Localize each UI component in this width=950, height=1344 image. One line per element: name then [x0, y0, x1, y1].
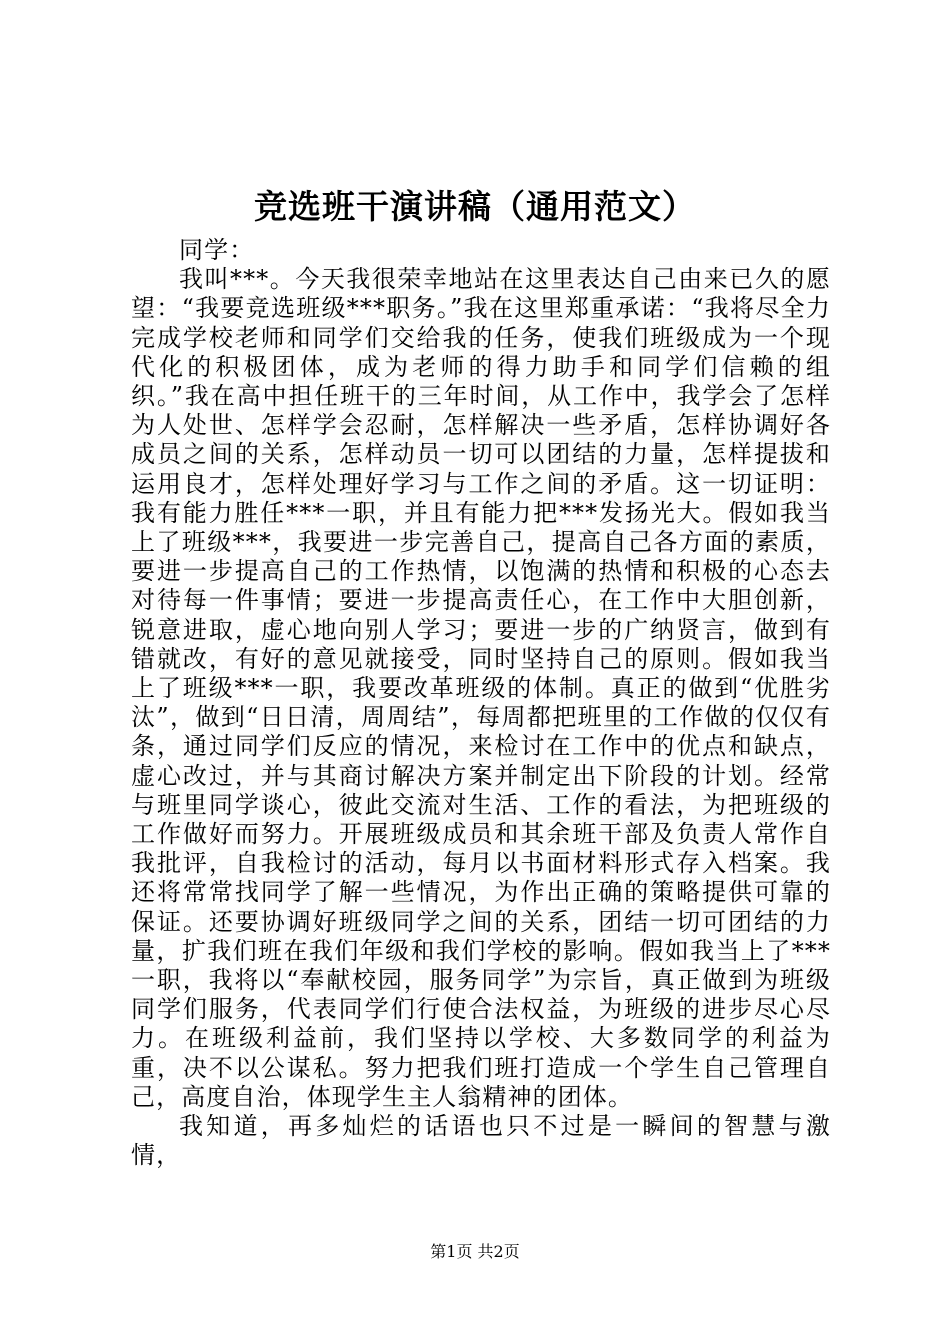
document-body: [131, 236, 831, 1171]
page-title: 竞选班干演讲稿（通用范文）: [254, 187, 696, 226]
paragraph: 我知道，再多灿烂的话语也只不过是一瞬间的智慧与激情，: [131, 1112, 831, 1170]
salutation: 同学：: [179, 236, 255, 264]
paragraph: 我叫***。今天我很荣幸地站在这里表达自己由来已久的愿望：“我要竞选班级***职务。”我在这里郑重承诺：“我将尽全力完成学校老师和同学们交给我的任务，使我们班级成为一个现代化的积极团体，成为老师的得力助手和同学们信赖的组织。”我在高中担任班干的三年时间，从工作中，我学会了怎样为人处世、怎样学会忍耐，怎样解决一些矛盾，怎样协调好各成员之间的关系，怎样动员一切可以团结的力量，怎样提拔和运用良才，怎样处理好学习与工作之间的矛盾。这一切证明：我有能力胜任***一职，并且有能力把***发扬光大。假如我当上了班级***，我要进一步完善自己，提高自己各方面的素质，要进一步提高自己的工作热情，以饱满的热情和积极的心态去对待每一件事情；要进一步提高责任心，在工作中大胆创新，锐意进取，虚心地向别人学习；要进一步的广纳贤言，做到有错就改，有好的意见就接受，同时坚持自己的原则。假如我当上了班级***一职，我要改革班级的体制。真正的做到“优胜劣汰”，做到“日日清，周周结”，每周都把班里的工作做的仅仅有条，通过同学们反应的情况，来检讨在工作中的优点和缺点，虚心改过，并与其商讨解决方案并制定出下阶段的计划。经常与班里同学谈心，彼此交流对生活、工作的看法，为把班级的工作做好而努力。开展班级成员和其余班干部及负责人常作自我批评，自我检讨的活动，每月以书面材料形式存入档案。我还将常常找同学了解一些情况，为作出正确的策略提供可靠的保证。还要协调好班级同学之间的关系，团结一切可团结的力量，扩我们班在我们年级和我们学校的影响。假如我当上了***一职，我将以“奉献校园，服务同学”为宗旨，真正做到为班级同学们服务，代表同学们行使合法权益，为班级的进步尽心尽力。在班级利益前，我们坚持以学校、大多数同学的利益为重，决不以公谋私。努力把我们班打造成一个学生自己管理自己，高度自治，体现学生主人翁精神的团体。: [131, 265, 831, 1111]
page-number-footer: 第1页 共2页: [430, 1242, 520, 1261]
